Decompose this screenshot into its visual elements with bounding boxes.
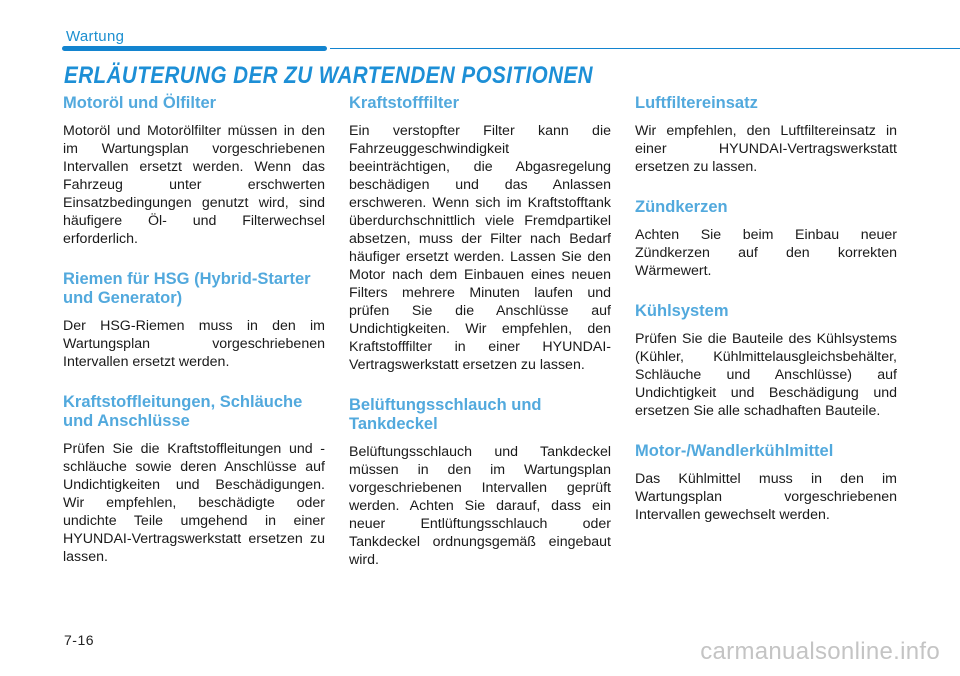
section-body: Der HSG-Riemen muss in den im Wartungsplan vorgeschriebenen Intervallen ersetzt werden. xyxy=(63,318,325,370)
section-body: Motoröl und Motorölfilter müssen in den im Wartungsplan vorgeschriebenen Intervallen ersetzt werden. Wenn das Fahrzeug unter erschwerten Einsatzbedingungen genutzt wird, sind häufigere Öl- und Filterwechsel erforderlich. xyxy=(63,123,325,247)
section-motoroel xyxy=(63,94,325,248)
page-number: 7-16 xyxy=(64,632,95,648)
section-heading: Riemen für HSG (Hybrid-Starter und Generator) xyxy=(63,270,311,307)
section-heading: Luftfiltereinsatz xyxy=(635,94,758,112)
section-label: Wartung xyxy=(66,28,125,45)
column-3 xyxy=(635,94,897,546)
section-heading: Zündkerzen xyxy=(635,198,728,216)
section-body: Wir empfehlen, den Luftfiltereinsatz in einer HYUNDAI-Vertragswerkstatt ersetzen zu lassen. xyxy=(635,123,897,175)
header-rule-thick xyxy=(62,46,327,51)
section-kuehlsystem xyxy=(635,302,897,420)
section-body: Belüftungsschlauch und Tankdeckel müssen in den im Wartungsplan vorgeschriebenen Intervallen geprüft werden. Achten Sie darauf, dass ein neuer Entlüftungsschlauch oder Tankdeckel ordnungsgemäß eingebaut wird. xyxy=(349,444,611,568)
section-belueftungsschlauch xyxy=(349,396,611,569)
section-heading: Belüftungsschlauch und Tankdeckel xyxy=(349,396,542,433)
section-zuendkerzen xyxy=(635,198,897,280)
section-body: Achten Sie beim Einbau neuer Zündkerzen auf den korrekten Wärmewert. xyxy=(635,227,897,279)
section-kraftstofffilter xyxy=(349,94,611,374)
section-body: Prüfen Sie die Kraftstoffleitungen und -schläuche sowie deren Anschlüsse auf Undichtigkeiten und Beschädigungen. Wir empfehlen, beschädigte oder undichte Teile umgehend in einer HYUNDAI-Vertragswerkstatt ersetzen zu lassen. xyxy=(63,441,325,565)
section-luftfilter xyxy=(635,94,897,176)
column-2 xyxy=(349,94,611,591)
section-kuehlmittel xyxy=(635,442,897,524)
watermark: carmanualsonline.info xyxy=(700,638,940,665)
section-hsg-riemen xyxy=(63,270,325,371)
section-heading: Kühlsystem xyxy=(635,302,729,320)
header-rule-thin xyxy=(330,48,960,49)
chapter-title: ERLÄUTERUNG DER ZU WARTENDEN POSITIONEN xyxy=(64,62,593,89)
section-body: Ein verstopfter Filter kann die Fahrzeuggeschwindigkeit beeinträchtigen, die Abgasregelung beschädigen und das Anlassen erschweren. Wenn sich im Kraftstofftank überdurchschnittlich viele Fremdpartikel absetzen, muss der Filter nach Bedarf häufiger ersetzt werden. Lassen Sie den Motor nach dem Einbauen eines neuen Filters mehrere Minuten laufen und prüfen Sie die Anschlüsse auf Undichtigkeiten. Wir empfehlen, den Kraftstofffilter in einer HYUNDAI-Vertragswerkstatt ersetzen zu lassen. xyxy=(349,123,611,373)
section-body: Das Kühlmittel muss in den im Wartungsplan vorgeschriebenen Intervallen gewechselt werden. xyxy=(635,471,897,523)
section-heading: Kraftstofffilter xyxy=(349,94,459,112)
section-heading: Motoröl und Ölfilter xyxy=(63,94,217,112)
section-heading: Motor-/Wandlerkühlmittel xyxy=(635,442,834,460)
section-body: Prüfen Sie die Bauteile des Kühlsystems (Kühler, Kühlmittelausgleichsbehälter, Schläuche und Anschlüsse) auf Undichtigkeit und Beschädigung und ersetzen Sie alle schadhaften Bauteile. xyxy=(635,331,897,419)
section-kraftstoffleitungen xyxy=(63,393,325,566)
column-1 xyxy=(63,94,325,588)
section-heading: Kraftstoffleitungen, Schläuche und Anschlüsse xyxy=(63,393,303,430)
